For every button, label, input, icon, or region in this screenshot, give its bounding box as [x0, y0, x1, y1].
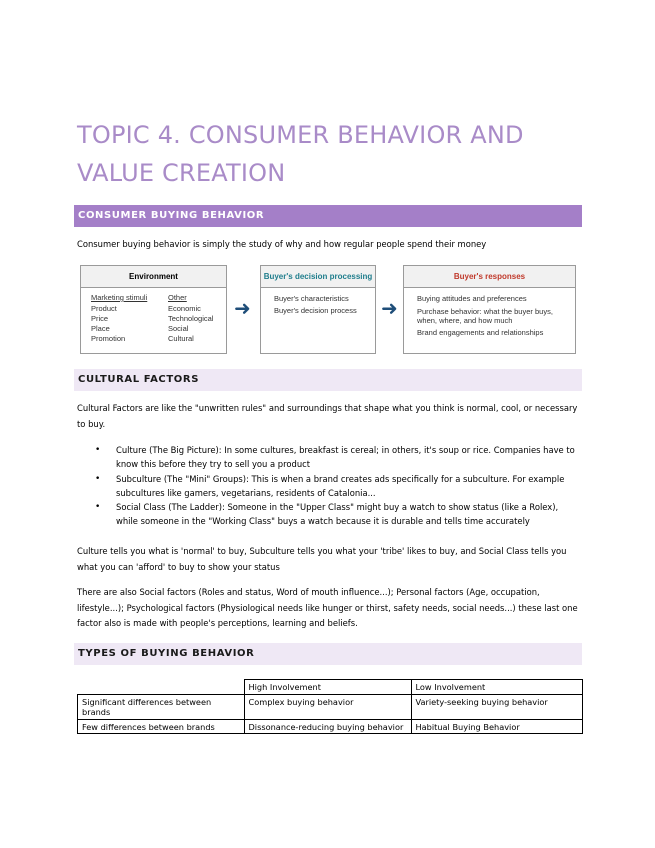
- bullet-icon: •: [95, 502, 101, 513]
- env-item-cultural: Cultural: [168, 334, 194, 343]
- env-item-place: Place: [91, 324, 110, 333]
- buyer-responses-title: Buyer's responses: [404, 266, 575, 288]
- decision-processing-box: [260, 265, 376, 354]
- env-item-technological: Technological: [168, 314, 214, 323]
- bullet-text-subculture: Subculture (The "Mini" Groups): This is when a brand creates ads specifically for a subculture. For example subcultures like gamers, vegetarians, residents of Catalonia...: [116, 473, 565, 498]
- list-item: [77, 472, 582, 501]
- buying-behavior-table: [77, 679, 583, 734]
- other-factors-text: There are also Social factors (Roles and status, Word of mouth influence...); Personal factors (Age, occupation, lifestyle...); Psychological factors (Physiological needs like hunger or thirst, safety needs, social needs...) these last one factor also is made with people's perceptions, learning and beliefs.: [77, 587, 578, 628]
- environment-title: Environment: [81, 266, 226, 288]
- table-header-high-involvement: High Involvement: [244, 680, 411, 695]
- page-title: TOPIC 4. CONSUMER BEHAVIOR AND VALUE CREATION: [77, 121, 524, 187]
- bullet-icon: •: [95, 473, 101, 484]
- bullet-text-culture: Culture (The Big Picture): In some cultures, breakfast is cereal; in others, it's soup or rice. Companies have to know this before they try to sell you a product: [116, 445, 575, 470]
- table-header-row: [78, 680, 583, 695]
- response-item-purchase: Purchase behavior: what the buyer buys,: [417, 307, 553, 316]
- table-cell: Significant differences between brands: [78, 694, 245, 719]
- env-item-product: Product: [91, 304, 117, 313]
- arrow-right-icon: ➜: [234, 298, 251, 320]
- decision-item-process: Buyer's decision process: [274, 306, 357, 315]
- env-item-promotion: Promotion: [91, 334, 126, 343]
- decision-processing-title: Buyer's decision processing: [261, 266, 375, 288]
- table-cell: Variety-seeking buying behavior: [411, 694, 583, 719]
- buyer-responses-box: [403, 265, 576, 354]
- table-header-low-involvement: Low Involvement: [411, 680, 583, 695]
- arrow-right-icon: ➜: [381, 298, 398, 320]
- table-row: [78, 719, 583, 734]
- table-cell: Few differences between brands: [78, 719, 245, 734]
- table-row: [78, 694, 583, 719]
- bullet-icon: •: [95, 445, 101, 455]
- response-item-engagements: Brand engagements and relationships: [417, 328, 544, 337]
- section-heading-consumer-buying-behavior: CONSUMER BUYING BEHAVIOR: [74, 205, 582, 227]
- decision-item-characteristics: Buyer's characteristics: [274, 294, 349, 303]
- table-corner-cell: [78, 680, 245, 695]
- bullet-text-social-class: Social Class (The Ladder): Someone in the "Upper Class" might buy a watch to show status (like a Rolex), while someone in the "Working Class" buys a watch because it is durable and tells time accurately: [116, 502, 559, 527]
- list-item: [77, 500, 582, 529]
- env-item-price: Price: [91, 314, 109, 323]
- section-heading-cultural-factors: CULTURAL FACTORS: [74, 369, 582, 391]
- response-item-attitudes: Buying attitudes and preferences: [417, 294, 527, 303]
- table-cell: Complex buying behavior: [244, 694, 411, 719]
- section-heading-types-of-buying-behavior: TYPES OF BUYING BEHAVIOR: [74, 643, 582, 665]
- other-heading: Other: [168, 293, 187, 302]
- marketing-stimuli-heading: Marketing stimuli: [91, 293, 148, 302]
- buying-intro-text: Consumer buying behavior is simply the study of why and how regular people spend their money: [77, 239, 487, 249]
- table-cell: Habitual Buying Behavior: [411, 719, 583, 734]
- environment-box: [80, 265, 227, 354]
- env-item-social: Social: [168, 324, 189, 333]
- env-item-economic: Economic: [168, 304, 201, 313]
- table-cell: Dissonance-reducing buying behavior: [244, 719, 411, 734]
- cultural-summary-text: Culture tells you what is 'normal' to buy, Subculture tells you what your 'tribe' likes to buy, and Social Class tells you what you can 'afford' to buy to show your status: [77, 546, 567, 572]
- cultural-intro-text: Cultural Factors are like the "unwritten rules" and surroundings that shape what you think is normal, cool, or necessary to buy.: [77, 403, 578, 429]
- list-item: [77, 443, 582, 472]
- response-item-when-where: when, where, and how much: [417, 316, 513, 325]
- cultural-bullet-list: [77, 443, 582, 529]
